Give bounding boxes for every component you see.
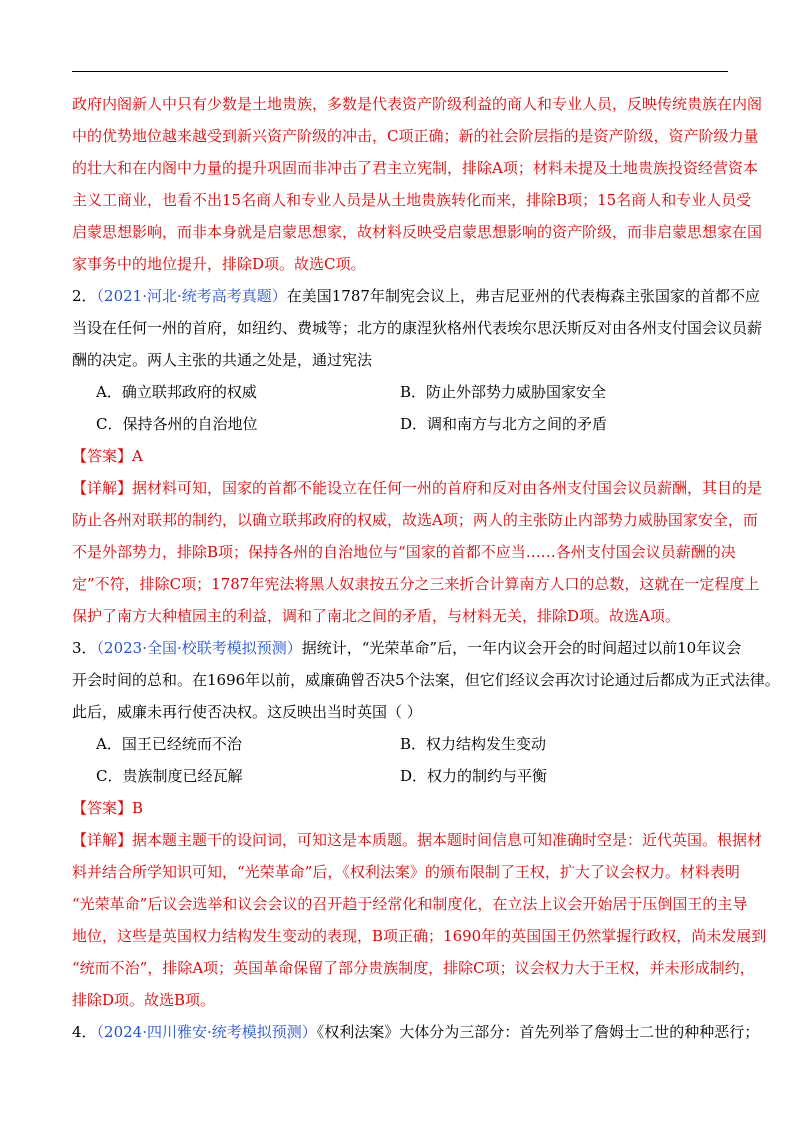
page-content	[72, 88, 780, 1048]
explanation-line: 定”不符，排除C项；1787年宪法将黑人奴隶按五分之三来折合计算南方人口的总数，这就在一定程度上	[72, 575, 760, 593]
question-4-stem	[72, 1016, 760, 1048]
question-stem-line: 当设在任何一州的首府，如纽约、费城等；北方的康涅狄格州代表埃尔思沃斯反对由各州支付国会议员薪	[72, 319, 763, 337]
explanation-line: 保护了南方大种植园主的利益，调和了南北之间的矛盾，与材料无关，排除D项。故选A项。	[72, 607, 680, 625]
question-source: （2021·河北·统考高考真题）	[96, 287, 287, 305]
option-d: D．权力的制约与平衡	[400, 767, 548, 785]
option-a: A．国王已经统而不治	[96, 735, 242, 753]
options-row	[72, 408, 732, 440]
prev-explanation-line: 主义工商业，也看不出15名商人和专业人员是从土地贵族转化而来，排除B项；15名商人和专业人员受	[72, 191, 752, 209]
option-a: A．确立联邦政府的权威	[96, 383, 257, 401]
option-b: B．防止外部势力威胁国家安全	[400, 383, 607, 401]
explanation-line: 不是外部势力，排除B项；保持各州的自治地位与“国家的首都不应当……各州支付国会议员薪酬的决	[72, 543, 736, 561]
explanation-label: 【详解】	[72, 479, 133, 497]
option-c: C．贵族制度已经瓦解	[96, 767, 243, 785]
options-row	[72, 760, 732, 792]
options-row	[72, 728, 732, 760]
prev-explanation-line: 家事务中的地位提升，排除D项。故选C项。	[72, 255, 366, 273]
option-c: C．保持各州的自治地位	[96, 415, 258, 433]
header-rule	[72, 71, 728, 72]
question-3-stem	[72, 632, 742, 664]
question-stem-text: 在美国1787年制宪会议上，弗吉尼亚州的代表梅森主张国家的首都不应	[286, 287, 760, 305]
explanation-label: 【详解】	[72, 831, 133, 849]
question-source: （2023·全国·校联考模拟预测）	[96, 639, 302, 657]
question-2-stem	[72, 280, 760, 312]
question-source: （2024·四川雅安·统考模拟预测）	[96, 1023, 317, 1041]
question-stem-line: 开会时间的总和。在1696年以前，威廉确曾否决5个法案，但它们经议会再次讨论通过后都成为正式法律。	[72, 671, 780, 689]
explanation-text: 据材料可知，国家的首都不能设立在任何一州的首府和反对由各州支付国会议员薪酬，其目的是	[132, 479, 763, 497]
question-stem-line: 酬的决定。两人主张的共通之处是，通过宪法	[72, 351, 373, 369]
prev-explanation-line: 中的优势地位越来越受到新兴资产阶级的冲击，C项正确；新的社会阶层指的是资产阶级，资产阶级力量	[72, 127, 759, 145]
question-stem-text: 《权利法案》大体分为三部分：首先列举了詹姆士二世的种种恶行；	[316, 1023, 760, 1041]
explanation-line: “统而不治”，排除A项；英国革命保留了部分贵族制度，排除C项；议会权力大于王权，并未形成制约，	[72, 959, 755, 977]
explanation-line: 排除D项。故选B项。	[72, 991, 216, 1009]
explanation-first-line	[72, 824, 763, 856]
explanation-first-line	[72, 472, 763, 504]
prev-explanation-line: 启蒙思想影响，而非本身就是启蒙思想家，故材料反映受启蒙思想影响的资产阶级，而非启蒙思想家在国	[72, 223, 763, 241]
answer: 【答案】B	[72, 799, 144, 817]
option-d: D．调和南方与北方之间的矛盾	[400, 415, 608, 433]
prev-explanation-line: 的壮大和在内阁中力量的提升巩固而非冲击了君主立宪制，排除A项；材料未提及土地贵族投资经营资本	[72, 159, 758, 177]
question-number: 3．	[72, 639, 97, 657]
options-row	[72, 376, 732, 408]
question-number: 4．	[72, 1023, 97, 1041]
question-stem-line: 此后，威廉未再行使否决权。这反映出当时英国（ ）	[72, 703, 422, 721]
explanation-line: 料并结合所学知识可知，“光荣革命”后，《权利法案》的颁布限制了王权，扩大了议会权力。材料表明	[72, 863, 740, 881]
explanation-line: 防止各州对联邦的制约，以确立联邦政府的权威，故选A项；两人的主张防止内部势力威胁国家安全，而	[72, 511, 758, 529]
explanation-text: 据本题主题干的设问词，可知这是本质题。据本题时间信息可知准确时空是：近代英国。根据材	[132, 831, 763, 849]
explanation-line: 地位，这些是英国权力结构发生变动的表现，B项正确；1690年的英国国王仍然掌握行政权，尚未发展到	[72, 927, 767, 945]
explanation-line: “光荣革命”后议会选举和议会会议的召开趋于经常化和制度化，在立法上议会开始居于压倒国王的主导	[72, 895, 748, 913]
option-b: B．权力结构发生变动	[400, 735, 547, 753]
question-number: 2．	[72, 287, 97, 305]
prev-explanation-line: 政府内阁新人中只有少数是土地贵族，多数是代表资产阶级利益的商人和专业人员，反映传统贵族在内阁	[72, 95, 763, 113]
question-stem-text: 据统计，“光荣革命”后，一年内议会开会的时间超过以前10年议会	[301, 639, 742, 657]
answer: 【答案】A	[72, 447, 143, 465]
